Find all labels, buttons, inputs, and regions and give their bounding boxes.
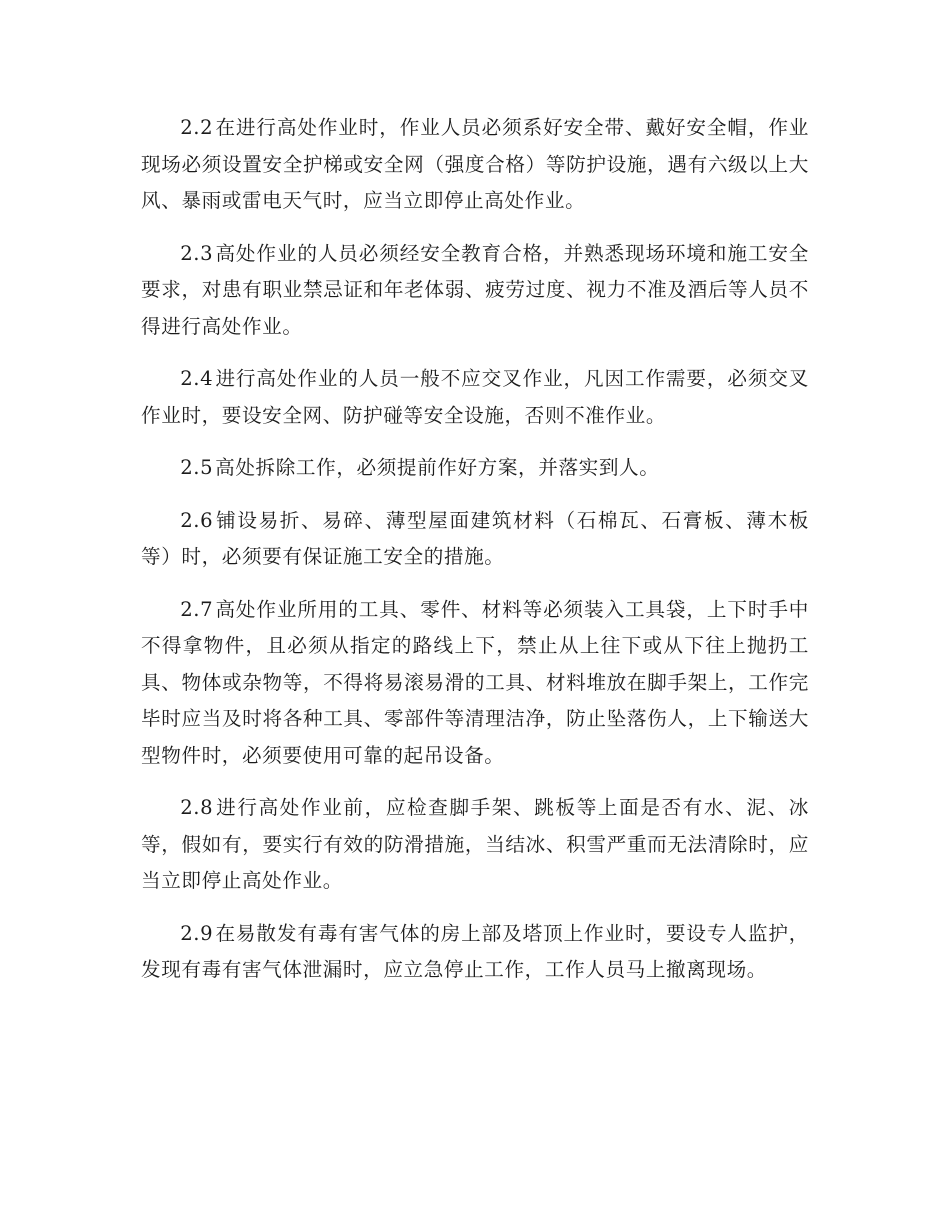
paragraph-text: 高处作业所用的工具、零件、材料等必须装入工具袋，上下时手中不得拿物件，且必须从指定的路线上下，禁止从上往下或从下往上抛扔工具、物体或杂物等，不得将易滚易滑的工具、材料堆放在脚手架上，工作完毕时应当及时将各种工具、零部件等清理洁净，防止坠落伤人，上下输送大型物件时，必须要使用可靠的起吊设备。 [141, 597, 809, 767]
paragraph-number: 2.8 [180, 796, 214, 819]
paragraph-text: 在易散发有毒有害气体的房上部及塔顶上作业时，要设专人监护，发现有毒有害气体泄漏时，应立急停止工作，工作人员马上撤离现场。 [141, 921, 809, 981]
paragraph-text: 高处作业的人员必须经安全教育合格，并熟悉现场环境和施工安全要求，对患有职业禁忌证和年老体弱、疲劳过度、视力不准及酒后等人员不得进行高处作业。 [141, 241, 809, 338]
paragraph-text: 进行高处作业的人员一般不应交叉作业，凡因工作需要，必须交叉作业时，要设安全网、防护碰等安全设施，否则不准作业。 [141, 367, 809, 427]
paragraph-number: 2.3 [180, 241, 214, 265]
document-body [141, 110, 809, 1005]
paragraph-number: 2.5 [180, 456, 214, 479]
paragraph-2-8 [141, 790, 809, 900]
paragraph-number: 2.9 [180, 921, 214, 945]
paragraph-text: 铺设易折、易碎、薄型屋面建筑材料（石棉瓦、石膏板、薄木板等）时，必须要有保证施工安全的措施。 [141, 508, 809, 568]
paragraph-2-9 [141, 916, 809, 989]
paragraph-2-6 [141, 503, 809, 576]
paragraph-2-4 [141, 361, 809, 434]
paragraph-2-5 [141, 450, 809, 487]
paragraph-number: 2.2 [180, 116, 214, 139]
paragraph-number: 2.7 [180, 597, 214, 621]
paragraph-2-7 [141, 592, 809, 775]
paragraph-2-3 [141, 236, 809, 346]
paragraph-text: 进行高处作业前，应检查脚手架、跳板等上面是否有水、泥、冰等，假如有，要实行有效的防滑措施，当结冰、积雪严重而无法清除时，应当立即停止高处作业。 [141, 796, 809, 892]
paragraph-number: 2.4 [180, 367, 214, 390]
paragraph-2-2 [141, 110, 809, 220]
paragraph-text: 高处拆除工作，必须提前作好方案，并落实到人。 [215, 456, 660, 479]
paragraph-number: 2.6 [180, 508, 214, 532]
paragraph-text: 在进行高处作业时，作业人员必须系好安全带、戴好安全帽，作业现场必须设置安全护梯或安全网（强度合格）等防护设施，遇有六级以上大风、暴雨或雷电天气时，应当立即停止高处作业。 [141, 116, 809, 212]
